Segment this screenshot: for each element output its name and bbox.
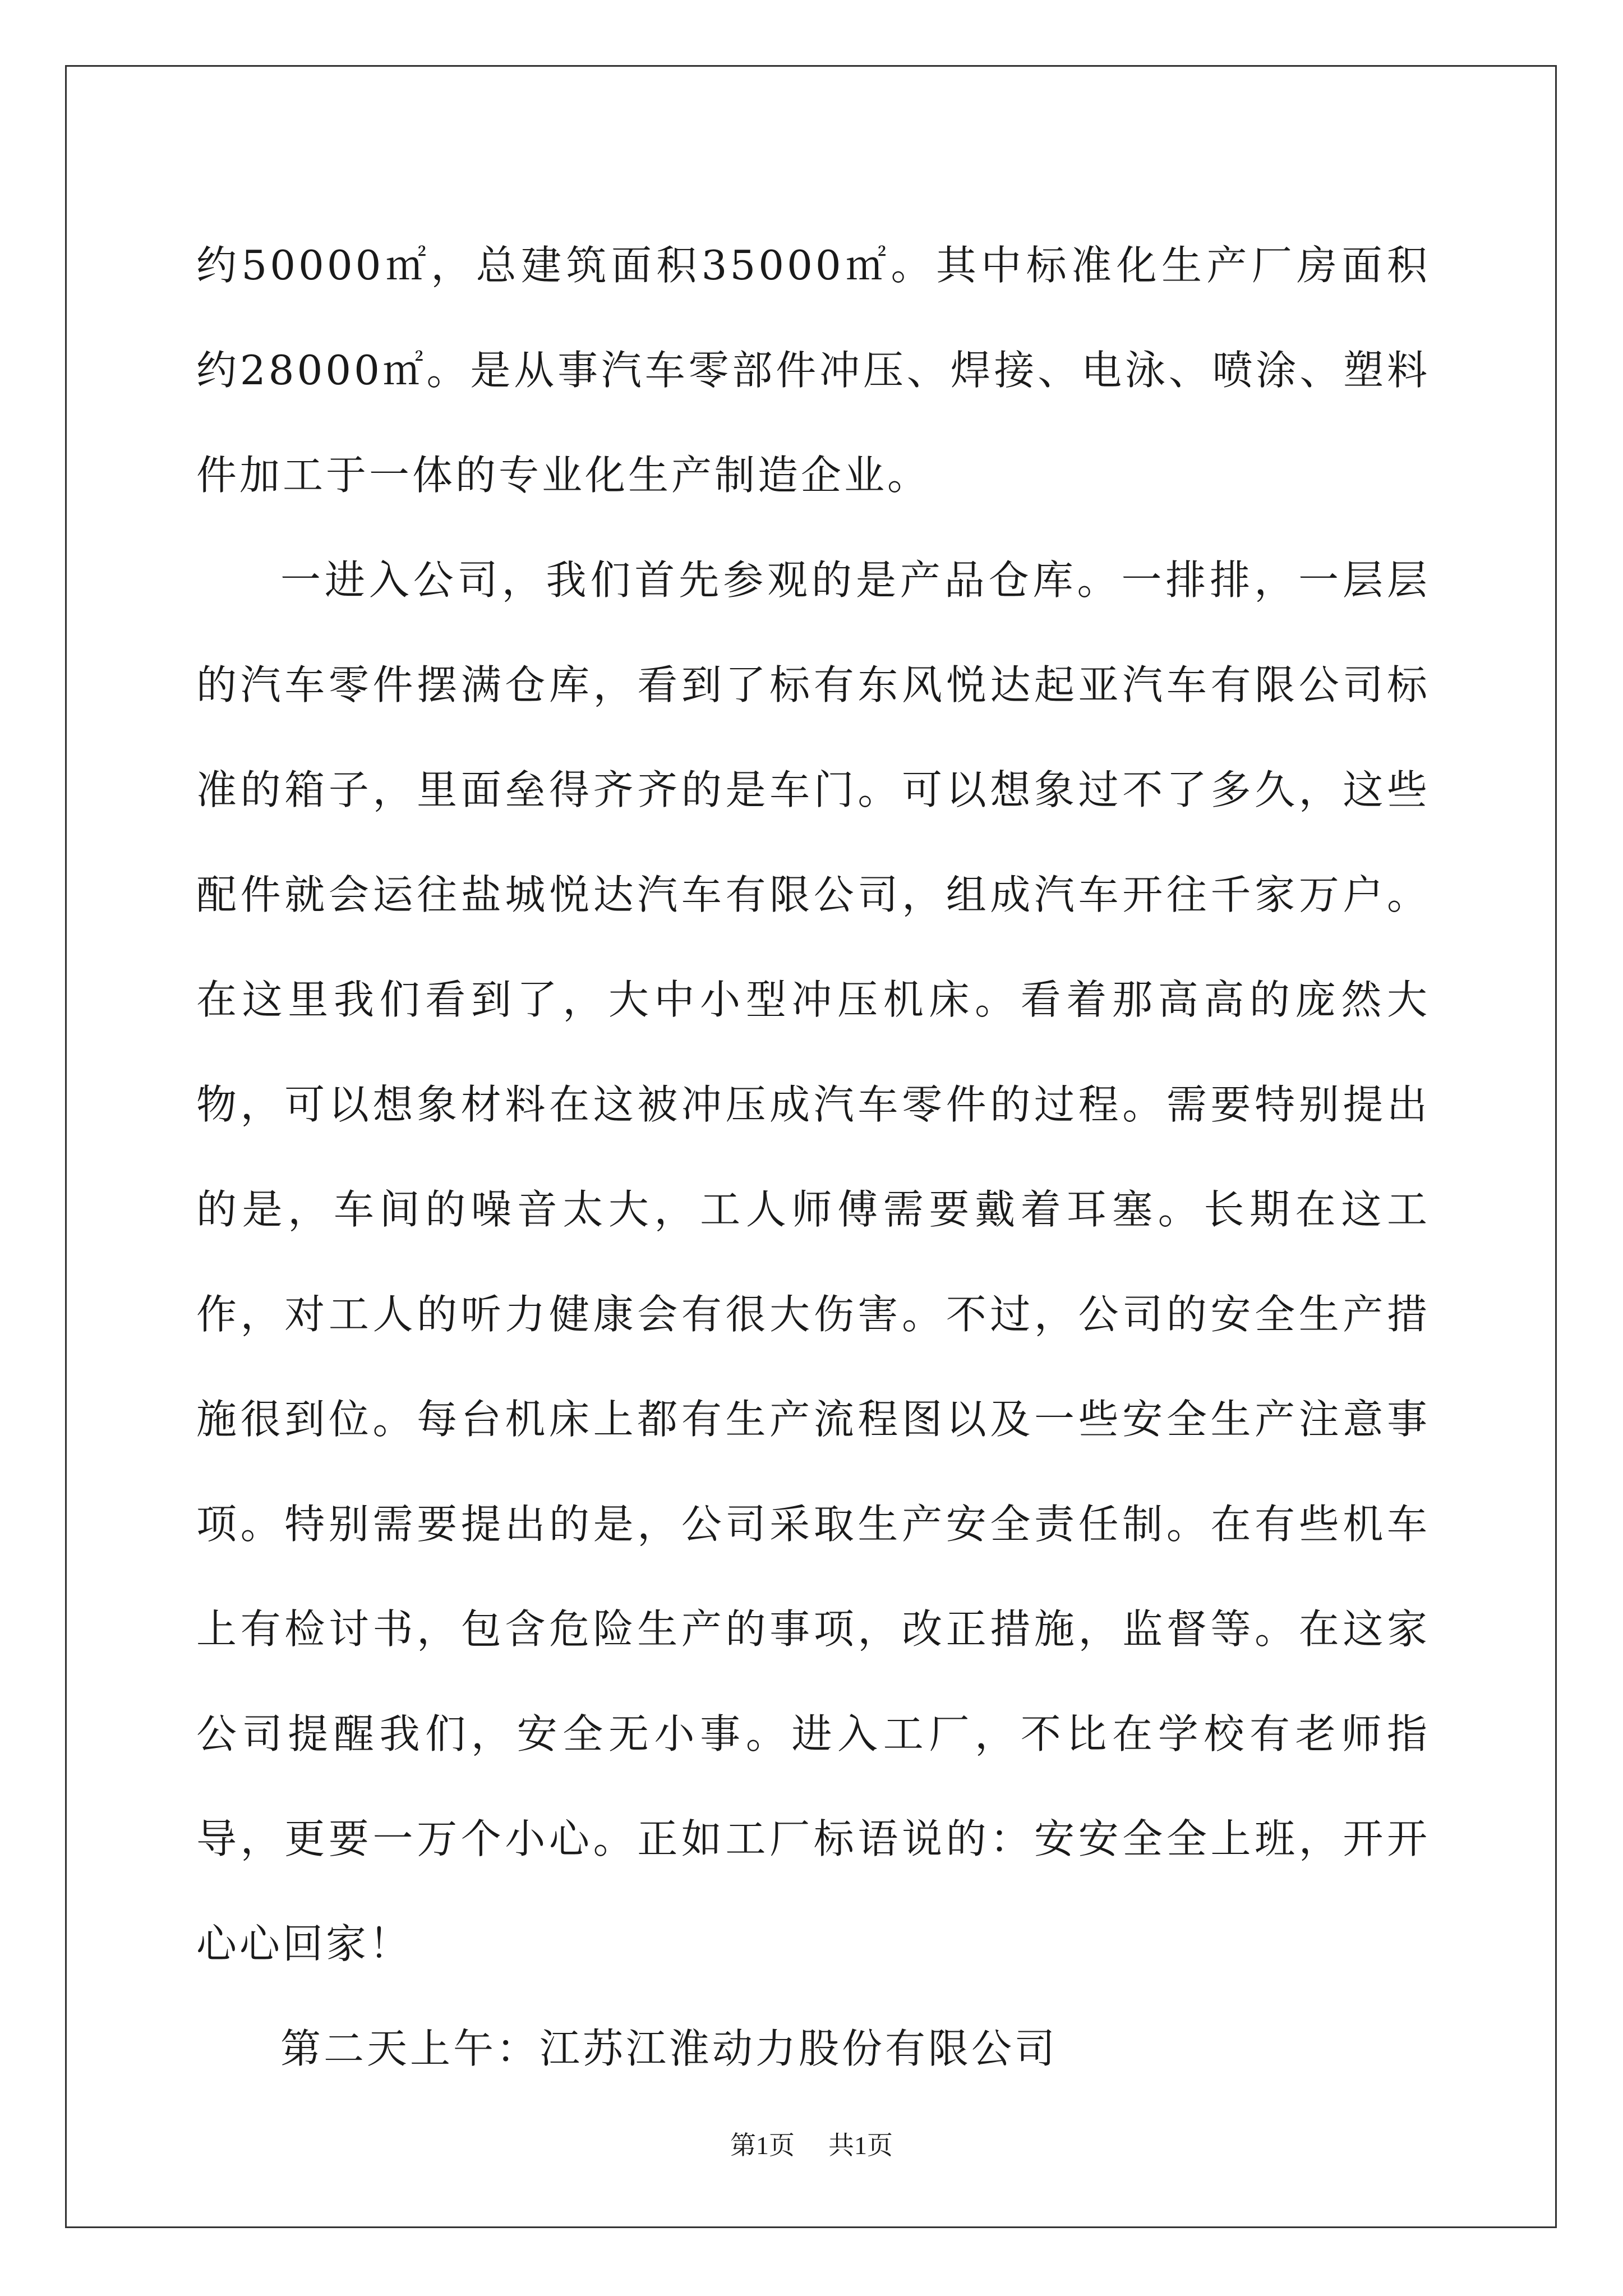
paragraph-factory-visit: 一进入公司，我们首先参观的是产品仓库。一排排，一层层的汽车零件摆满仓库，看到了标有东风悦达起亚汽车有限公司标准的箱子，里面垒得齐齐的是车门。可以想象过不了多久，这些配件就会运往盐城悦达汽车有限公司，组成汽车开往千家万户。在这里我们看到了，大中小型冲压机床。看着那高高的庞然大物，可以想象材料在这被冲压成汽车零件的过程。需要特别提出的是，车间的噪音太大，工人师傅需要戴着耳塞。长期在这工作，对工人的听力健康会有很大伤害。不过，公司的安全生产措施很到位。每台机床上都有生产流程图以及一些安全生产注意事项。特别需要提出的是，公司采取生产安全责任制。在有些机车上有检讨书，包含危险生产的事项，改正措施，监督等。在这家公司提醒我们，安全无小事。进入工厂，不比在学校有老师指导，更要一万个小心。正如工厂标语说的：安安全全上班，开开心心回家！ (196, 556, 1430, 1967)
document-body (196, 213, 1430, 2101)
page-footer (0, 2125, 1623, 2162)
paragraph-day-two-heading: 第二天上午：江苏江淮动力股份有限公司 (280, 2025, 1058, 2072)
paragraph-company-intro: 约50000㎡，总建筑面积35000㎡。其中标准化生产厂房面积约28000㎡。是从事汽车零部件冲压、焊接、电泳、喷涂、塑料件加工于一体的专业化生产制造企业。 (196, 242, 1430, 499)
page-number: 第1页 (730, 2131, 795, 2160)
page-total: 共1页 (828, 2131, 893, 2160)
